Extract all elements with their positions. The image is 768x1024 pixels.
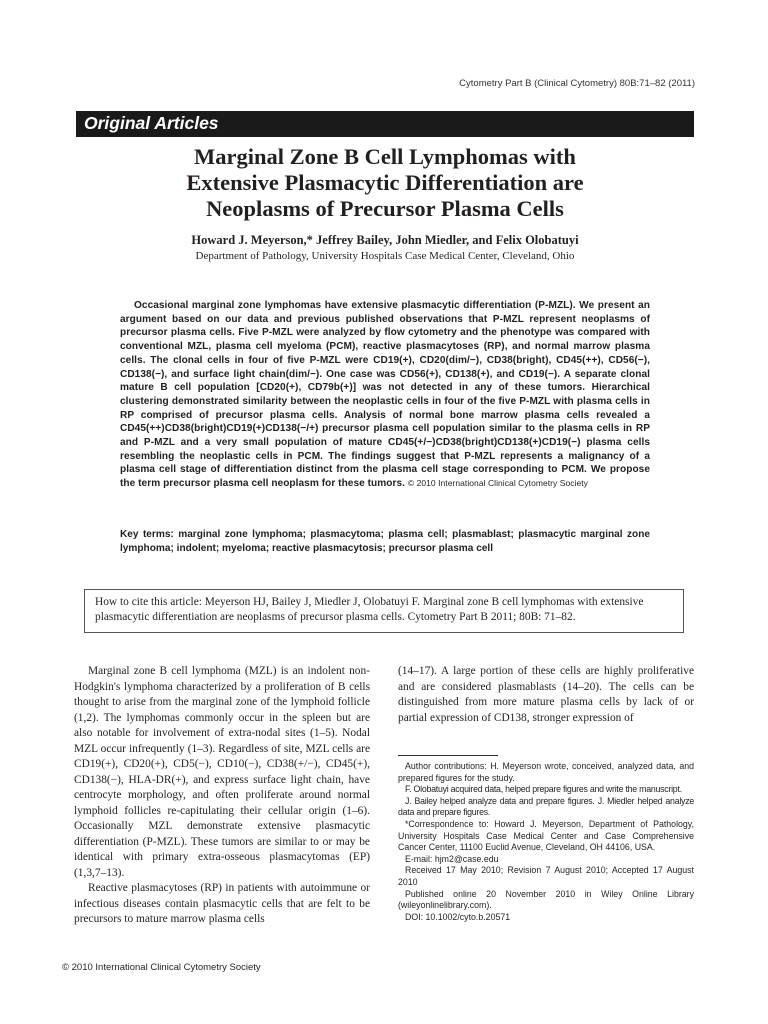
footer-copyright: © 2010 International Clinical Cytometry Society xyxy=(62,962,261,973)
citation-box: How to cite this article: Meyerson HJ, Bailey J, Miedler J, Olobatuyi F. Marginal zone B cell lymphomas with extensive plasmacytic differentiation are neoplasms of precursor plasma cells. Cytometry Part B 2011; 80B: 71–82. xyxy=(84,589,684,633)
article-title xyxy=(76,144,694,222)
body-paragraph: Marginal zone B cell lymphoma (MZL) is an indolent non-Hodgkin's lymphoma characterized by a proliferation of B cells thought to arise from the marginal zone of the lymphoid follicle (1,2). The lymphomas commonly occur in the spleen but are also notable for involvement of extra-nodal sites (1–5). Nodal MZL occur infrequently (1–3). Regardless of site, MZL cells are CD19(+), CD20(+), CD5(−), CD10(−), CD38(+/−), CD45(+), CD138(−), HLA-DR(+), and express surface light chain, have centrocyte morphology, and often proliferate around normal lymphoid follicles re-capitulating their cellular origin (1–6). Occasionally MZL demonstrate extensive plasmacytic differentiation (P-MZL). These tumors are similar to or may be identical with primary extra-osseous plasmacytomas (EP) (1,3,7–13). xyxy=(74,665,370,879)
title-line: Extensive Plasmacytic Differentiation are xyxy=(186,170,584,195)
abstract xyxy=(120,299,650,491)
key-terms: Key terms: marginal zone lymphoma; plasmacytoma; plasma cell; plasmablast; plasmacytic marginal zone lymphoma; indolent; myeloma; reactive plasmacytosis; precursor plasma cell xyxy=(120,529,650,554)
footnote-divider xyxy=(398,755,498,756)
footnote-doi: DOI: 10.1002/cyto.b.20571 xyxy=(405,911,511,922)
abstract-text: Occasional marginal zone lymphomas have extensive plasmacytic differentiation (P-MZL). We present an argument based on our data and previous published observations that P-MZL represent neoplasms of precursor plasma cells. Five P-MZL were analyzed by flow cytometry and the phenotype was compared with conventional MZL, plasma cell myeloma (PCM), reactive plasmacytoses (RP), and normal marrow plasma cells. The clonal cells in four of five P-MZL were CD19(+), CD20(dim/−), CD38(bright), CD45(++), CD56(−), CD138(−), and surface light chain(dim/−). One case was CD56(+), CD138(+), and CD19(−). A separate clonal mature B cell population [CD20(+), CD79b(+)] was not detected in any of these tumors. Hierarchical clustering demonstrated similarity between the neoplastic cells in four of the five P-MZL with plasma cells in RP comprised of precursor plasma cells. Analysis of normal bone marrow plasma cells revealed a CD45(++)CD38(bright)CD19(+)CD138(−/+) precursor plasma cell population similar to the plasma cells in RP and P-MZL and a very small population of mature CD45(+/−)CD38(bright)CD138(+)CD19(−) plasma cells resembling the neoplastic cells in PCM. The findings suggest that P-MZL represents a malignancy of a plasma cell stage of differentiation distinct from the plasma cell stage corresponding to PCM. We propose the term precursor plasma cell neoplasm for these tumors. xyxy=(120,300,650,490)
section-banner xyxy=(76,111,694,137)
footnote-received: Received 17 May 2010; Revision 7 August 2010; Accepted 17 August 2010 xyxy=(398,865,694,887)
journal-reference: Cytometry Part B (Clinical Cytometry) 80B:71–82 (2011) xyxy=(459,78,695,89)
footnote-olobatuyi: F. Olobatuyi acquired data, helped prepare figures and write the manuscript. xyxy=(405,784,682,795)
body-column-right: (14–17). A large portion of these cells are highly proliferative and are considered plasmablasts (14–20). The cells can be distinguished from more mature plasma cells by lack of or partial expression of CD138, stronger expression of xyxy=(398,665,694,724)
footnote-contributions: Author contributions: H. Meyerson wrote, conceived, analyzed data, and prepared figures for the study. xyxy=(398,761,694,783)
footnotes xyxy=(398,761,694,923)
body-paragraph: Reactive plasmacytoses (RP) in patients with autoimmune or infectious diseases contain plasmacytic cells that are felt to be precursors to mature marrow plasma cells xyxy=(74,882,370,925)
author-list: Howard J. Meyerson,* Jeffrey Bailey, John Miedler, and Felix Olobatuyi xyxy=(191,233,579,247)
footnote-published: Published online 20 November 2010 in Wiley Online Library (wileyonlinelibrary.com). xyxy=(398,888,694,911)
title-line: Neoplasms of Precursor Plasma Cells xyxy=(206,196,564,221)
footnote-bailey: J. Bailey helped analyze data and prepare figures. J. Miedler helped analyze data and prepare figures. xyxy=(398,795,694,818)
title-line: Marginal Zone B Cell Lymphomas with xyxy=(194,144,576,169)
body-column-left xyxy=(74,664,370,928)
footnote-correspondence: *Correspondence to: Howard J. Meyerson, Department of Pathology, University Hospitals Case Medical Center and Case Comprehensive Cancer Center, 11100 Euclid Avenue, Cleveland, OH 44106, USA. xyxy=(398,818,694,853)
abstract-copyright: © 2010 International Clinical Cytometry Society xyxy=(407,478,588,489)
author-affiliation: Department of Pathology, University Hospitals Case Medical Center, Cleveland, Ohio xyxy=(195,250,575,262)
section-label: Original Articles xyxy=(84,113,219,133)
footnote-email: E-mail: hjm2@case.edu xyxy=(405,853,499,864)
